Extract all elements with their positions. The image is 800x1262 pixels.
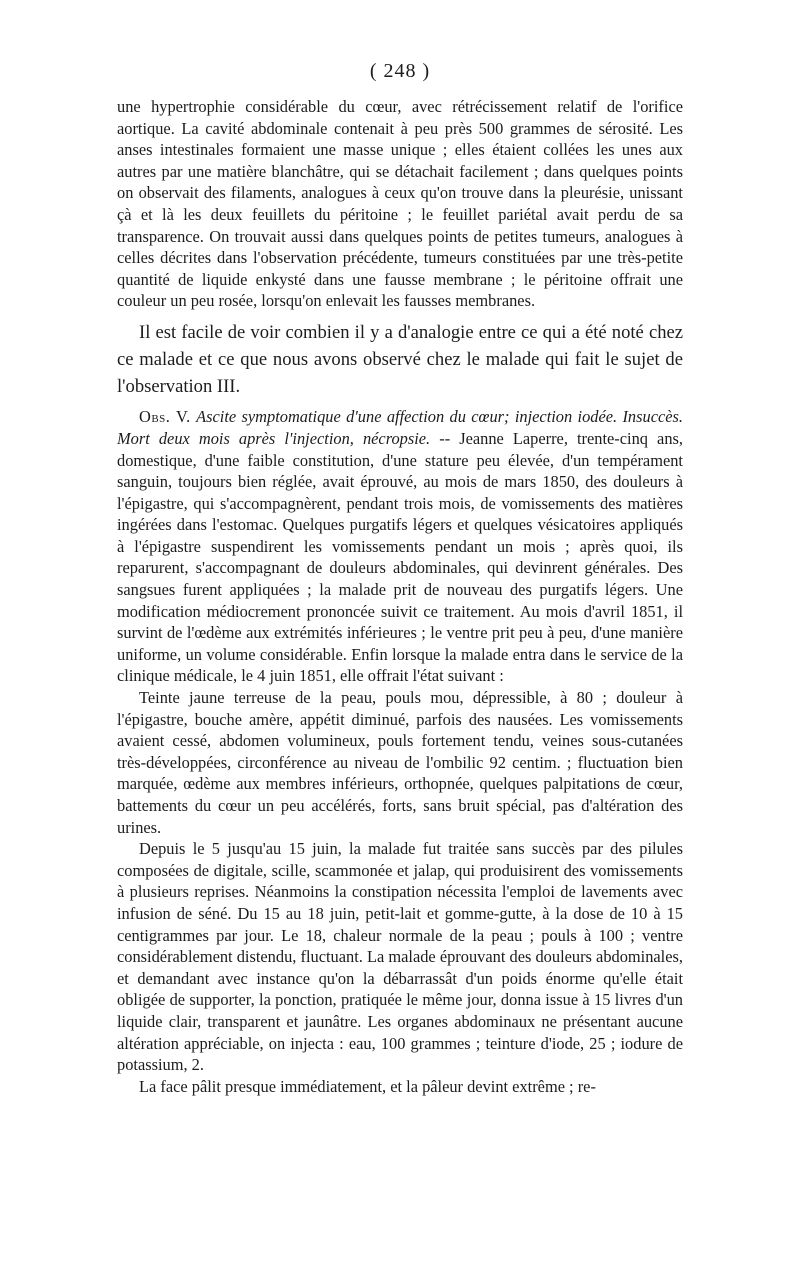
- paragraph-analogy-note: Il est facile de voir combien il y a d'analogie entre ce qui a été noté chez ce malade et ce que nous avons observé chez le malade qui fait le sujet de l'observation III.: [117, 321, 683, 397]
- page-body: [117, 96, 683, 1097]
- observation-title: Ascite symptomatique d'une affection du cœur; injection iodée. Insuccès. Mort deux mois après l'injection, nécropsie.: [117, 407, 684, 448]
- paragraph-treatment: Depuis le 5 jusqu'au 15 juin, la malade fut traitée sans succès par des pilules composées de digitale, scille, scammonée et jalap, qui produisirent des vomissements à plusieurs reprises. Néanmoins la constipation nécessita l'emploi de lavements avec infusion de séné. Du 15 au 18 juin, petit-lait et gomme-gutte, à la dose de 10 à 15 centigrammes par jour. Le 18, chaleur normale de la peau ; pouls à 100 ; ventre considérablement distendu, fluctuant. La malade éprouvant des douleurs abdominales, et demandant avec instance qu'on la débarrassât d'un poids énorme qu'elle était obligée de supporter, la ponction, pratiquée le même jour, donna issue à 15 livres d'un liquide clair, transparent et jaunâtre. Les organes abdominaux ne présentant aucune altération appréciable, on injecta : eau, 100 grammes ; teinture d'iode, 25 ; iodure de potassium, 2.: [117, 839, 683, 1075]
- paragraph-autopsy-findings: une hypertrophie considérable du cœur, avec rétrécissement relatif de l'orifice aortique. La cavité abdominale contenait à peu près 500 grammes de sérosité. Les anses intestinales formaient une masse unique ; elles étaient collées les unes aux autres par une matière blanchâtre, qui se détachait facilement ; dans quelques points on observait des filaments, analogues à ceux qu'on trouve dans la pleurésie, unissant çà et là les deux feuillets du péritoine ; le feuillet pariétal avait perdu de sa transparence. On trouvait aussi dans quelques points de petites tumeurs, analogues à celles décrites dans l'observation précédente, tumeurs constituées par une très-petite quantité de liquide enkysté dans une fausse membrane ; le péritoine offrait une couleur un peu rosée, lorsqu'on enlevait les fausses membranes.: [117, 97, 683, 311]
- observation-label: Obs. V.: [139, 407, 191, 427]
- paragraph-outcome: La face pâlit presque immédiatement, et la pâleur devint extrême ; re-: [139, 1076, 596, 1096]
- page-number: ( 248 ): [369, 60, 431, 82]
- observation-history: -- Jeanne Laperre, trente-cinq ans, domestique, d'une faible constitution, d'une stature peu élevée, d'un tempérament sanguin, toujours bien réglée, avait éprouvé, au mois de mars 1850, des douleurs à l'épigastre, qui s'accompagnèrent, pendant trois mois, de vomissements des matières ingérées dans l'estomac. Quelques purgatifs légers et quelques vésicatoires appliqués à l'épigastre suspendirent les vomissements pendant un mois ; après quoi, ils reparurent, s'accompagnant de douleurs abdominales, qui devinrent générales. Des sangsues furent appliquées ; la malade prit de nouveau des purgatifs légers. Une modification médiocrement prononcée suivit ce traitement. Au mois d'avril 1851, il survint de l'œdème aux extrémités inférieures ; le ventre prit peu à peu, d'une manière uniforme, un volume considérable. Enfin lorsque la malade entra dans le service de la clinique médicale, le 4 juin 1851, elle offrait l'état suivant :: [117, 428, 683, 686]
- paragraph-observation-v: [117, 406, 683, 687]
- paragraph-clinical-state: Teinte jaune terreuse de la peau, pouls mou, dépressible, à 80 ; douleur à l'épigastre, bouche amère, appétit diminué, parfois des nausées. Les vomissements avaient cessé, abdomen volumineux, pouls fortement tendu, veines sous-cutanées très-développées, circonférence au niveau de l'ombilic 92 centim. ; fluctuation bien marquée, œdème aux membres inférieurs, orthopnée, quelques palpitations de cœur, battements du cœur un peu accélérés, forts, sans bruit spécial, pas d'altération des urines.: [117, 688, 683, 837]
